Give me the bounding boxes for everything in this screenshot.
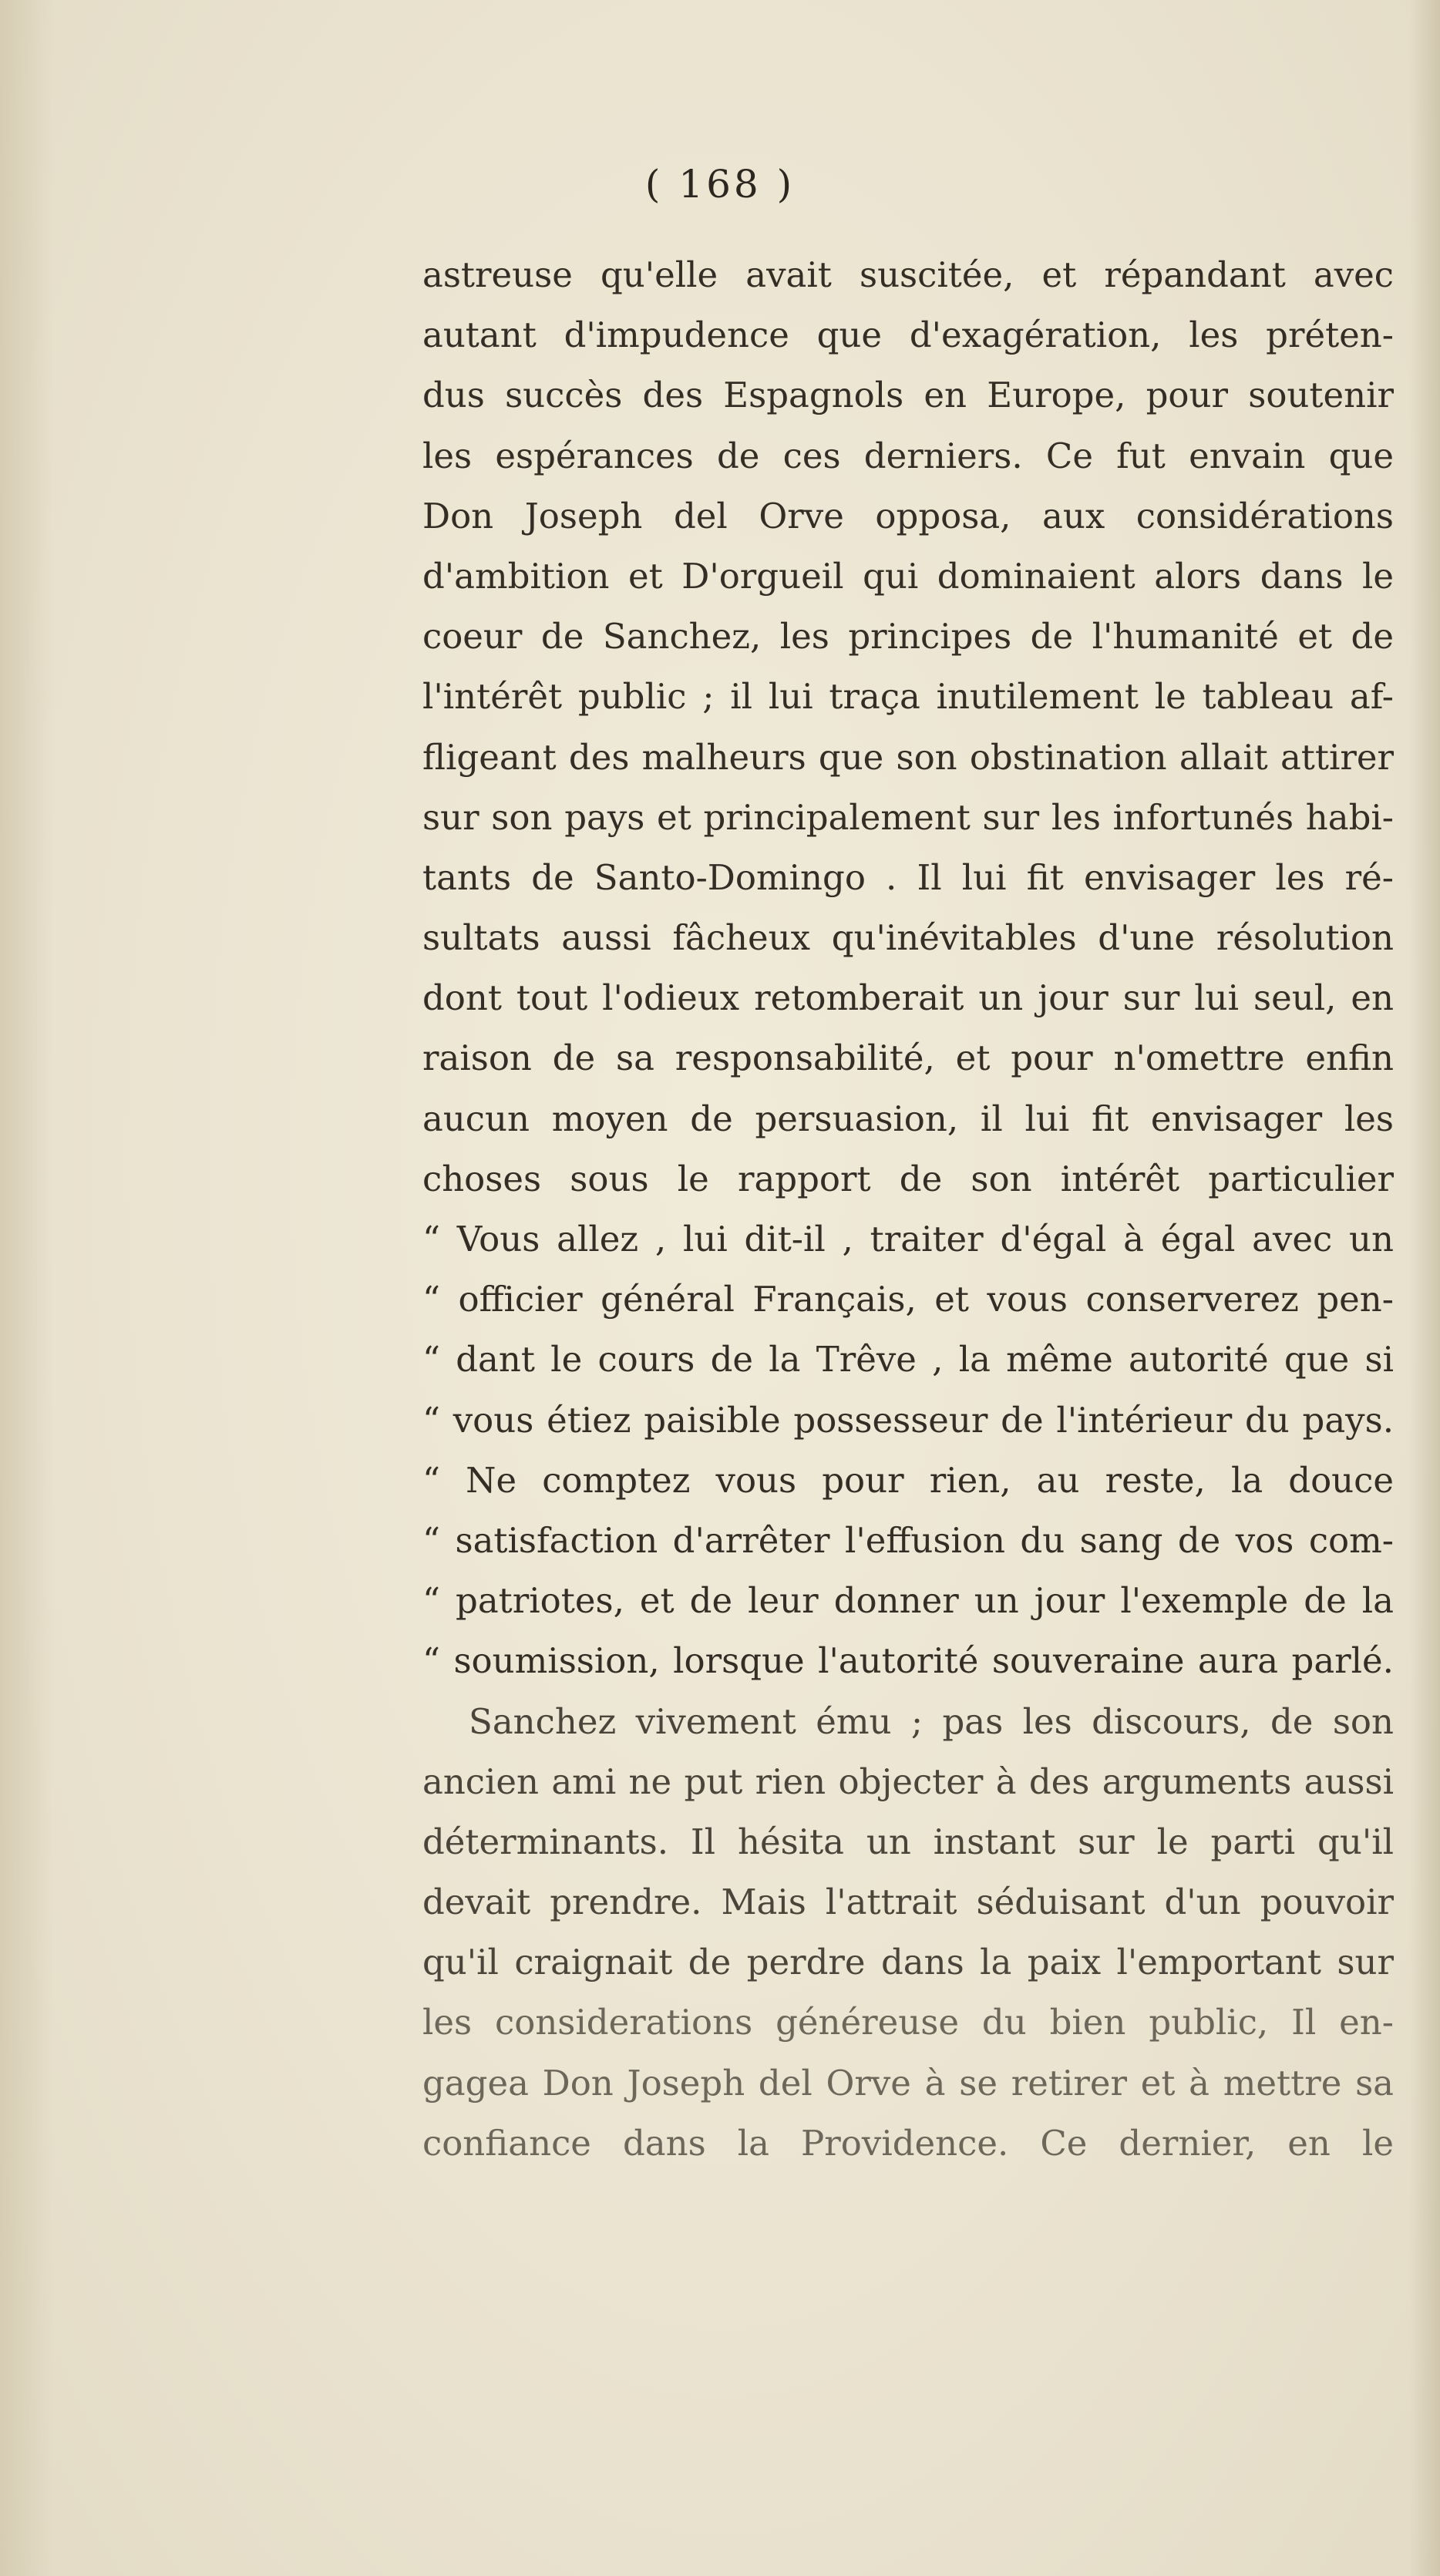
text-line: gagea Don Joseph del Orve à se retirer et à mettre sa [422, 2062, 1394, 2104]
text-line: qu'il craignait de perdre dans la paix l'emportant sur [422, 1942, 1394, 1983]
gutter-shadow [0, 0, 54, 2576]
text-line: raison de sa responsabilité, et pour n'omettre enfin [422, 1037, 1394, 1079]
text-line: devait prendre. Mais l'attrait séduisant d'un pouvoir [422, 1882, 1394, 1923]
text-line: autant d'impudence que d'exagération, les préten- [422, 314, 1394, 356]
text-line: les espérances de ces derniers. Ce fut envain que [422, 435, 1394, 476]
text-line: fligeant des malheurs que son obstination allait attirer [422, 736, 1394, 778]
page-number: ( 168 ) [644, 162, 796, 207]
text-line: choses sous le rapport de son intérêt particulier [422, 1158, 1394, 1199]
text-line: Don Joseph del Orve opposa, aux considérations [422, 495, 1394, 536]
text-line: déterminants. Il hésita un instant sur le parti qu'il [422, 1821, 1394, 1862]
text-line: confiance dans la Providence. Ce dernier, en le [422, 2122, 1394, 2164]
text-line: astreuse qu'elle avait suscitée, et répandant avec [422, 254, 1394, 295]
text-line: “ Vous allez , lui dit-il , traiter d'égal à égal avec un [422, 1219, 1394, 1259]
body-text [422, 245, 1394, 2174]
text-line: dus succès des Espagnols en Europe, pour soutenir [422, 375, 1394, 416]
text-line: “ soumission, lorsque l'autorité souveraine aura parlé. [422, 1640, 1394, 1682]
text-line: “ patriotes, et de leur donner un jour l'exemple de la [422, 1580, 1394, 1622]
text-line: coeur de Sanchez, les principes de l'humanité et de [422, 616, 1394, 657]
text-line: “ Ne comptez vous pour rien, au reste, la douce [422, 1459, 1394, 1501]
text-line: dont tout l'odieux retomberait un jour sur lui seul, en [422, 977, 1394, 1019]
text-line: sur son pays et principalement sur les infortunés habi- [422, 796, 1394, 838]
text-line: tants de Santo-Domingo . Il lui fit envisager les ré- [422, 856, 1394, 898]
text-line: les considerations généreuse du bien public, Il en- [422, 2002, 1394, 2043]
text-line: sultats aussi fâcheux qu'inévitables d'une résolution [422, 917, 1394, 959]
text-line: d'ambition et D'orgueil qui dominaient alors dans le [422, 555, 1394, 597]
text-line: “ dant le cours de la Trêve , la même autorité que si [422, 1339, 1394, 1380]
text-line: Sanchez vivement ému ; pas les discours, de son [469, 1700, 1394, 1742]
text-line: l'intérêt public ; il lui traça inutilement le tableau af- [422, 676, 1394, 718]
text-line: “ officier général Français, et vous conserverez pen- [422, 1279, 1394, 1320]
text-line: “ vous étiez paisible possesseur de l'intérieur du pays. [422, 1399, 1394, 1441]
text-line: aucun moyen de persuasion, il lui fit envisager les [422, 1098, 1394, 1139]
page-edge-shadow [1409, 0, 1440, 2576]
text-line: ancien ami ne put rien objecter à des arguments aussi [422, 1760, 1394, 1802]
text-line: “ satisfaction d'arrêter l'effusion du sang de vos com- [422, 1519, 1394, 1561]
